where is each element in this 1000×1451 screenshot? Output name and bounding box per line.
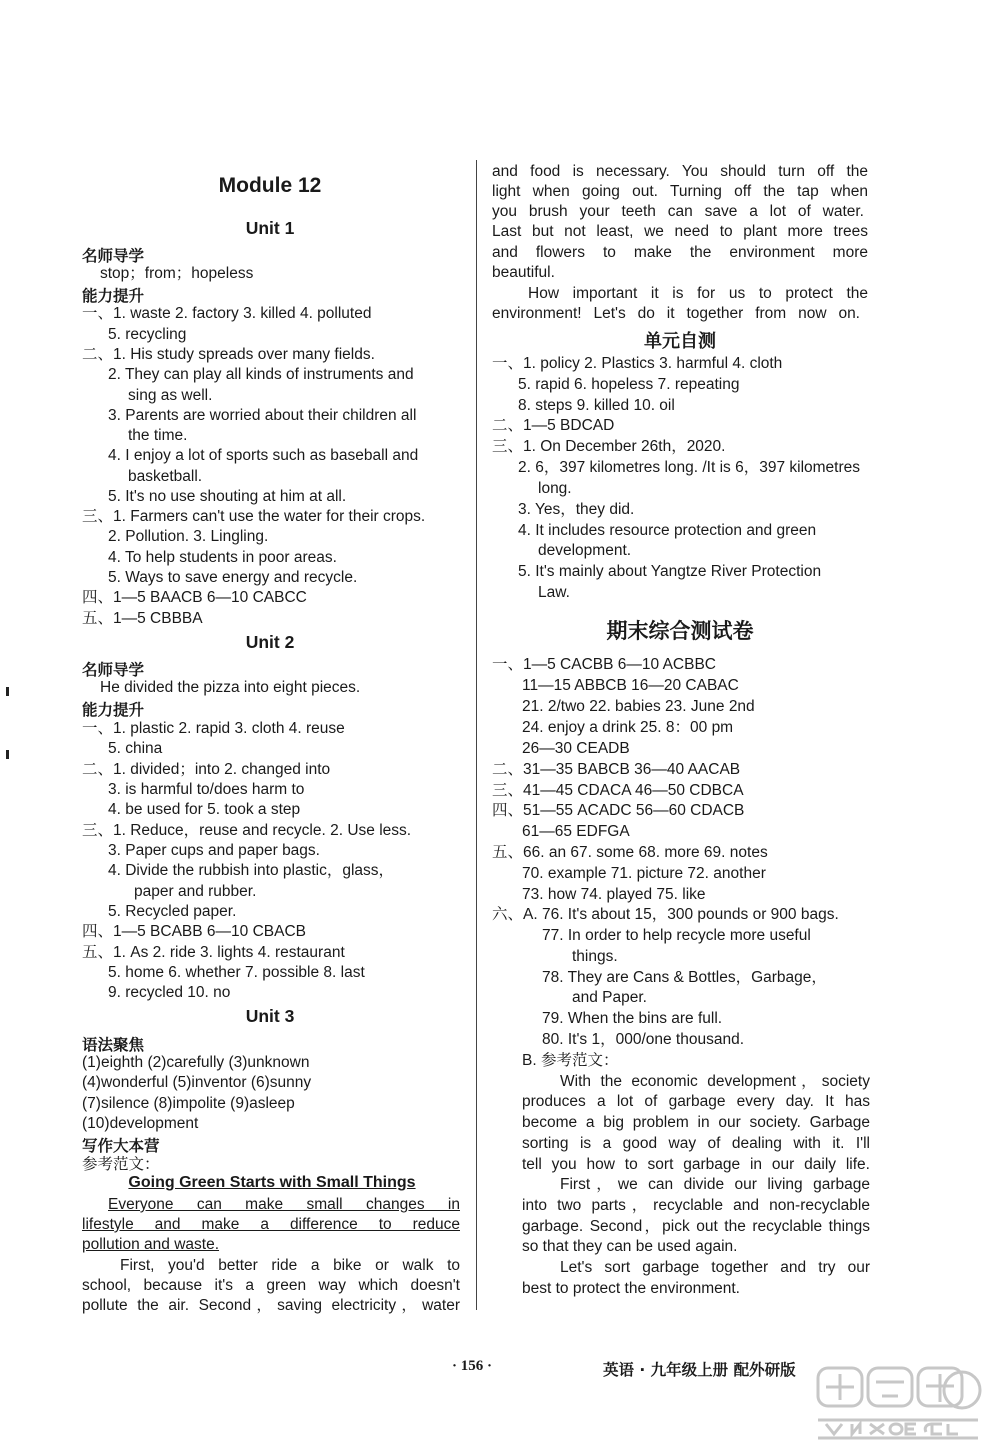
section-heading: 语法聚焦 bbox=[82, 1036, 145, 1054]
text-line: and Paper. bbox=[572, 989, 647, 1006]
text-line: 9. recycled 10. no bbox=[108, 984, 231, 1001]
text-line: basketball. bbox=[128, 468, 203, 485]
essay-line: Everyone can make small changes in bbox=[108, 1196, 460, 1213]
text-line: 5. recycling bbox=[108, 326, 187, 343]
column-divider bbox=[476, 160, 477, 1310]
text-line: 二、1. divided；into 2. changed into bbox=[82, 761, 331, 778]
essay-line: First，we can divide our living garbage bbox=[560, 1176, 870, 1193]
text-line: 一、1. policy 2. Plastics 3. harmful 4. cloth bbox=[492, 355, 783, 372]
page-number: · 156 · bbox=[452, 1358, 493, 1374]
essay-line: light when going out. Turning off the tap when bbox=[492, 183, 868, 200]
text-line: paper and rubber. bbox=[134, 883, 257, 900]
text-line: 六、A. 76. It's about 15，300 pounds or 900 bags. bbox=[492, 906, 839, 923]
text-line: 4. be used for 5. took a step bbox=[108, 801, 301, 818]
text-line: 五、1—5 CBBBA bbox=[82, 610, 203, 627]
essay-line: produces a lot of garbage every day. It has bbox=[522, 1093, 870, 1110]
essay-line: How important it is for us to protect the bbox=[528, 285, 868, 302]
text-line: 三、1. Farmers can't use the water for their crops. bbox=[82, 508, 426, 525]
essay-line: lifestyle and make a difference to reduce bbox=[82, 1216, 460, 1233]
text-line: 80. It's 1，000/one thousand. bbox=[542, 1031, 745, 1048]
text-line: 一、1. plastic 2. rapid 3. cloth 4. reuse bbox=[82, 720, 345, 737]
essay-line: First, you'd better ride a bike or walk to bbox=[120, 1257, 460, 1274]
section-heading: 写作大本营 bbox=[82, 1137, 160, 1155]
text-line: 5. It's mainly about Yangtze River Protection bbox=[518, 563, 822, 580]
unit1-title: Unit 1 bbox=[245, 218, 295, 238]
essay-line: environment! Let's do it together from now on. bbox=[492, 305, 860, 322]
essay-line: beautiful. bbox=[492, 264, 555, 281]
essay-line: Last but not least, we need to plant more trees bbox=[492, 223, 868, 240]
text-line: 3. Parents are worried about their children all bbox=[108, 407, 417, 424]
text-line: 61—65 EDFGA bbox=[522, 823, 630, 840]
text-line: (10)development bbox=[82, 1115, 199, 1132]
text-line: development. bbox=[538, 542, 632, 559]
text-line: B. 参考范文： bbox=[522, 1052, 619, 1069]
text-line: 79. When the bins are full. bbox=[542, 1010, 723, 1027]
scan-mark bbox=[6, 687, 9, 696]
watermark-logo bbox=[812, 1362, 987, 1444]
text-line: 一、1. waste 2. factory 3. killed 4. polluted bbox=[82, 305, 372, 322]
essay-title: Going Green Starts with Small Things bbox=[128, 1174, 416, 1191]
text-line: 4. It includes resource protection and green bbox=[518, 522, 817, 539]
text-line: 78. They are Cans & Bottles，Garbage， bbox=[542, 969, 827, 986]
text-line: 5. It's no use shouting at him at all. bbox=[108, 488, 347, 505]
text-line: 26—30 CEADB bbox=[522, 740, 630, 757]
text-line: 二、1. His study spreads over many fields. bbox=[82, 346, 375, 363]
essay-line: become a big problem in our society. Garbage bbox=[522, 1114, 870, 1131]
essay-line: pollution and waste. bbox=[82, 1236, 220, 1253]
text-line: 3. Yes，they did. bbox=[518, 501, 635, 518]
text-line: 二、31—35 BABCB 36—40 AACAB bbox=[492, 761, 741, 778]
text-line: 四、1—5 BCABB 6—10 CBACB bbox=[82, 923, 306, 940]
text-line: 8. steps 9. killed 10. oil bbox=[518, 397, 675, 414]
text-line: 三、41—45 CDACA 46—50 CDBCA bbox=[492, 782, 744, 799]
unit-test-title: 单元自测 bbox=[644, 331, 716, 352]
text-line: 三、1. Reduce，reuse and recycle. 2. Use less. bbox=[82, 822, 412, 839]
text-line: He divided the pizza into eight pieces. bbox=[100, 679, 361, 696]
essay-line: so that they can be used again. bbox=[522, 1238, 738, 1255]
text-line: 三、1. On December 26th，2020. bbox=[492, 438, 726, 455]
text-line: 3. Paper cups and paper bags. bbox=[108, 842, 320, 859]
unit3-title: Unit 3 bbox=[245, 1006, 295, 1026]
essay-line: you brush your teeth can save a lot of water. bbox=[492, 203, 864, 220]
text-line: 5. rapid 6. hopeless 7. repeating bbox=[518, 376, 740, 393]
text-line: 二、1—5 BDCAD bbox=[492, 417, 615, 434]
text-line: 四、1—5 BAACB 6—10 CABCC bbox=[82, 589, 307, 606]
text-line: 77. In order to help recycle more useful bbox=[542, 927, 811, 944]
text-line: 70. example 71. picture 72. another bbox=[522, 865, 766, 882]
text-line: (1)eighth (2)carefully (3)unknown bbox=[82, 1054, 310, 1071]
text-line: (4)wonderful (5)inventor (6)sunny bbox=[82, 1074, 312, 1091]
text-line: 4. To help students in poor areas. bbox=[108, 549, 337, 566]
essay-line: Let's sort garbage together and try our bbox=[560, 1259, 870, 1276]
section-heading: 名师导学 bbox=[82, 247, 145, 265]
section-heading: 名师导学 bbox=[82, 661, 145, 679]
essay-line: and food is necessary. You should turn off the bbox=[492, 163, 868, 180]
text-line: 2. 6，397 kilometres long. /It is 6，397 kilometres bbox=[518, 459, 861, 476]
text-line: 21. 2/two 22. babies 23. June 2nd bbox=[522, 698, 755, 715]
section-heading: 能力提升 bbox=[82, 287, 145, 305]
essay-line: school, because it's a green way which doesn't bbox=[82, 1277, 460, 1294]
essay-line: garbage. Second，pick out the recyclable things bbox=[522, 1218, 870, 1235]
section-heading: 能力提升 bbox=[82, 701, 145, 719]
text-line: (7)silence (8)impolite (9)asleep bbox=[82, 1095, 295, 1112]
essay-line: tell you how to sort garbage in our daily life. bbox=[522, 1156, 870, 1173]
essay-line: pollute the air. Second，saving electricity，water bbox=[82, 1297, 460, 1314]
text-line: stop；from；hopeless bbox=[100, 265, 254, 282]
sample-label: 参考范文： bbox=[82, 1155, 160, 1173]
book-title: 英语 · 九年级上册 配外研版 bbox=[603, 1361, 796, 1379]
essay-line: sorting is a good way of dealing with it. I'll bbox=[522, 1135, 870, 1152]
text-line: long. bbox=[538, 480, 572, 497]
text-line: 四、51—55 ACADC 56—60 CDACB bbox=[492, 802, 745, 819]
text-line: 4. Divide the rubbish into plastic，glass， bbox=[108, 862, 395, 879]
text-line: 5. Recycled paper. bbox=[108, 903, 237, 920]
text-line: things. bbox=[572, 948, 618, 965]
text-line: 4. I enjoy a lot of sports such as baseball and bbox=[108, 447, 419, 464]
text-line: 2. They can play all kinds of instruments and bbox=[108, 366, 414, 383]
text-line: 5. Ways to save energy and recycle. bbox=[108, 569, 358, 586]
essay-line: into two parts，recyclable and non-recyclable bbox=[522, 1197, 870, 1214]
text-line: 一、1—5 CACBB 6—10 ACBBC bbox=[492, 656, 716, 673]
text-line: 5. china bbox=[108, 740, 163, 757]
text-line: 24. enjoy a drink 25. 8：00 pm bbox=[522, 719, 734, 736]
text-line: 5. home 6. whether 7. possible 8. last bbox=[108, 964, 365, 981]
essay-line: best to protect the environment. bbox=[522, 1280, 740, 1297]
essay-line: With the economic development，society bbox=[560, 1073, 870, 1090]
module-title: Module 12 bbox=[218, 174, 322, 197]
final-test-title: 期末综合测试卷 bbox=[606, 619, 754, 643]
text-line: 2. Pollution. 3. Lingling. bbox=[108, 528, 269, 545]
text-line: 73. how 74. played 75. like bbox=[522, 886, 706, 903]
essay-line: and flowers to make the environment more bbox=[492, 244, 868, 261]
text-line: the time. bbox=[128, 427, 188, 444]
text-line: 五、66. an 67. some 68. more 69. notes bbox=[492, 844, 768, 861]
unit2-title: Unit 2 bbox=[245, 632, 295, 652]
scan-mark bbox=[6, 750, 9, 759]
text-line: 3. is harmful to/does harm to bbox=[108, 781, 305, 798]
text-line: 五、1. As 2. ride 3. lights 4. restaurant bbox=[82, 944, 345, 961]
text-line: sing as well. bbox=[128, 387, 213, 404]
text-line: 11—15 ABBCB 16—20 CABAC bbox=[522, 677, 739, 694]
text-line: Law. bbox=[538, 584, 570, 601]
